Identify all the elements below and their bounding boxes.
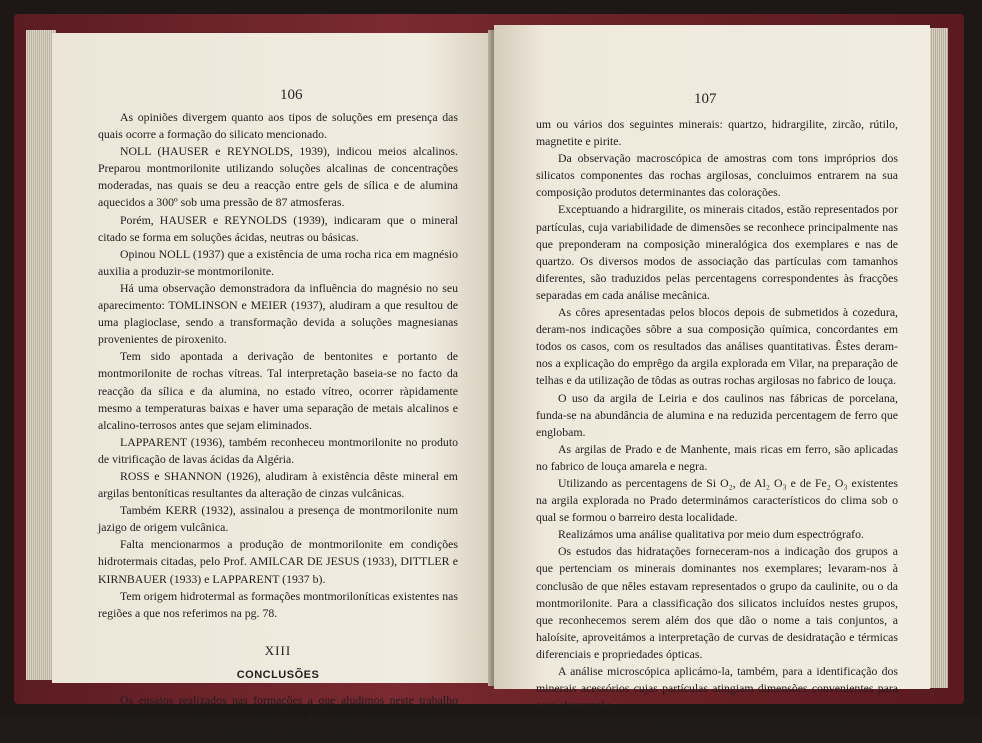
paragraph: Porém, HAUSER e REYNOLDS (1939), indicaram que o mineral citado se forma em soluções ácidas, neutras ou básicas. xyxy=(98,212,458,244)
paragraph: LAPPARENT (1936), também reconheceu montmorilonite no produto de vitrificação de lavas ácidas da Algéria. xyxy=(98,434,458,466)
paragraph: ROSS e SHANNON (1926), aludiram à existência dêste mineral em argilas bentoníticas resultantes da alteração de cinzas vulcânicas. xyxy=(98,468,458,501)
section-number: XIII xyxy=(264,642,292,658)
paragraph: A análise microscópica aplicámo-la, também, para a identificação dos minerais acessórios cujas partículas atingiam dimensões convenientes para essa observação. xyxy=(536,664,898,713)
paragraph: NOLL (HAUSER e REYNOLDS, 1939), indicou meios alcalinos. Preparou montmorilonite utilizando soluções alcalinas de concentrações moderadas, nas quais se deu a reacção entre gels de sílica e de alumina aquecidos a 300º sob uma pressão de 87 atmosferas. xyxy=(98,144,458,210)
paragraph: Realizámos uma análise qualitativa por meio dum espectrógrafo. xyxy=(558,527,864,542)
paragraph: Há uma observação demonstradora da influência do magnésio no seu aparecimento: TOMLINSON e MEIER (1937), aludiram a que resultou de uma plagioclase, sendo a transformação devida a soluções magnesianas provenientes de piroxenito. xyxy=(98,280,458,347)
paragraph: As opiniões divergem quanto aos tipos de soluções em presença das quais ocorre a formação do silicato mencionado. xyxy=(98,110,458,142)
section-title: CONCLUSÕES xyxy=(236,668,320,681)
paragraph: Tem origem hidrotermal as formações montmoriloníticas existentes nas regiões a que nos referimos na pg. 78. xyxy=(98,588,458,620)
paragraph: Utilizando as percentagens de Si O₂, de Al₂ O₃ e de Fe₂ O₃ existentes na argila explorada no Prado determinámos característicos do clima sob o qual se formou o barreiro desta localidade. xyxy=(536,475,898,525)
paragraph: O uso da argila de Leiria e dos caulinos nas fábricas de porcelana, funda-se na abundância de alumina e na reduzida percentagem de ferro que englobam. xyxy=(536,390,898,439)
left-page-body xyxy=(98,109,458,743)
paragraph: As argilas de Prado e de Manhente, mais ricas em ferro, são aplicadas no fabrico de louça amarela e negra. xyxy=(536,441,898,473)
paragraph: Opinou NOLL (1937) que a existência de uma rocha rica em magnésio auxilia a produzir-se montmorilonite. xyxy=(98,246,458,278)
page-number: 106 xyxy=(280,87,303,103)
paragraph: Tem sido apontada a derivação de bentonites e portanto de montmorilonite de rochas vítreas. Tal interpretação baseia-se no facto da reacção da sílica e da alumina, no estado vítreo, ocorrer ràpidamente mesmo a temperaturas baixas e haver uma separação de metais alcalinos e alcalino-terrosos antes que sejam eliminados. xyxy=(98,349,458,432)
right-page-body xyxy=(536,116,898,731)
left-page xyxy=(52,33,492,742)
paragraph: As côres apresentadas pelos blocos depois de submetidos à cozedura, deram-nos indicações sôbre a sua composição química, concordantes em todos os casos, com os resultados das análises quantitativas. Êstes deram-nos a explicação do emprêgo da argila explorada em Vilar, na preparação de telhas e da utilização de tôdas as outras rochas argilosas no fabrico de louça. xyxy=(536,305,898,388)
paragraph: um ou vários dos seguintes minerais: quartzo, hidrargilite, zircão, rútilo, magnetite e pirite. xyxy=(536,117,898,149)
paragraph: Da observação macroscópica de amostras com tons impróprios dos silicatos componentes das rochas argilosas, concluimos entrarem na sua composição produtos determinantes das colorações. xyxy=(536,151,898,200)
paragraph: Também KERR (1932), assinalou a presença de montmorilonite num jazigo de origem vulcânica. xyxy=(98,503,458,535)
page-number: 107 xyxy=(694,91,717,107)
paragraph: Os ensaios realizados nas formações a que aludimos neste trabalho permitiram-nos verificar que elas são formadas essencialmente por haloísite, caulinite ou montmorilonite. Contêm também xyxy=(98,693,458,742)
paragraph: Falta mencionarmos a produção de montmorilonite em condições hidrotermais citadas, pelo Prof. AMILCAR DE JESUS (1933), DITTLER e KIRNBAUER (1933) e LAPPARENT (1937 b). xyxy=(98,537,458,586)
right-page xyxy=(494,25,930,730)
paragraph: Os estudos das hidratações forneceram-nos a indicação dos grupos a que pertenciam os minerais dominantes nos exemplares; levaram-nos à conclusão de que nêles estavam representados o grupo da caulinite, ou o da montmorilonite. Para a classificação dos silicatos incluídos nestes grupos, que reconhecemos serem além dos que dão o nome a tais conjuntos, a haloísite, aproveitámos a interpretação de curvas de desidratação e térmicas diferenciais e propriedades ópticas. xyxy=(536,544,898,661)
paragraph: Exceptuando a hidrargilite, os minerais citados, estão representados por partículas, cuja variabilidade de dimensões se reconhece principalmente nas que preponderam na composição mineralógica dos exemplares e nas de quartzo. Os diversos modos de associação das partículas com tamanhos diferentes, são traduzidos pelas percentagens correspondentes às fracções separadas em cada análise mecânica. xyxy=(536,202,898,302)
paragraph: Passamos a expor as características ópticas dos minerais clas- xyxy=(558,715,849,730)
